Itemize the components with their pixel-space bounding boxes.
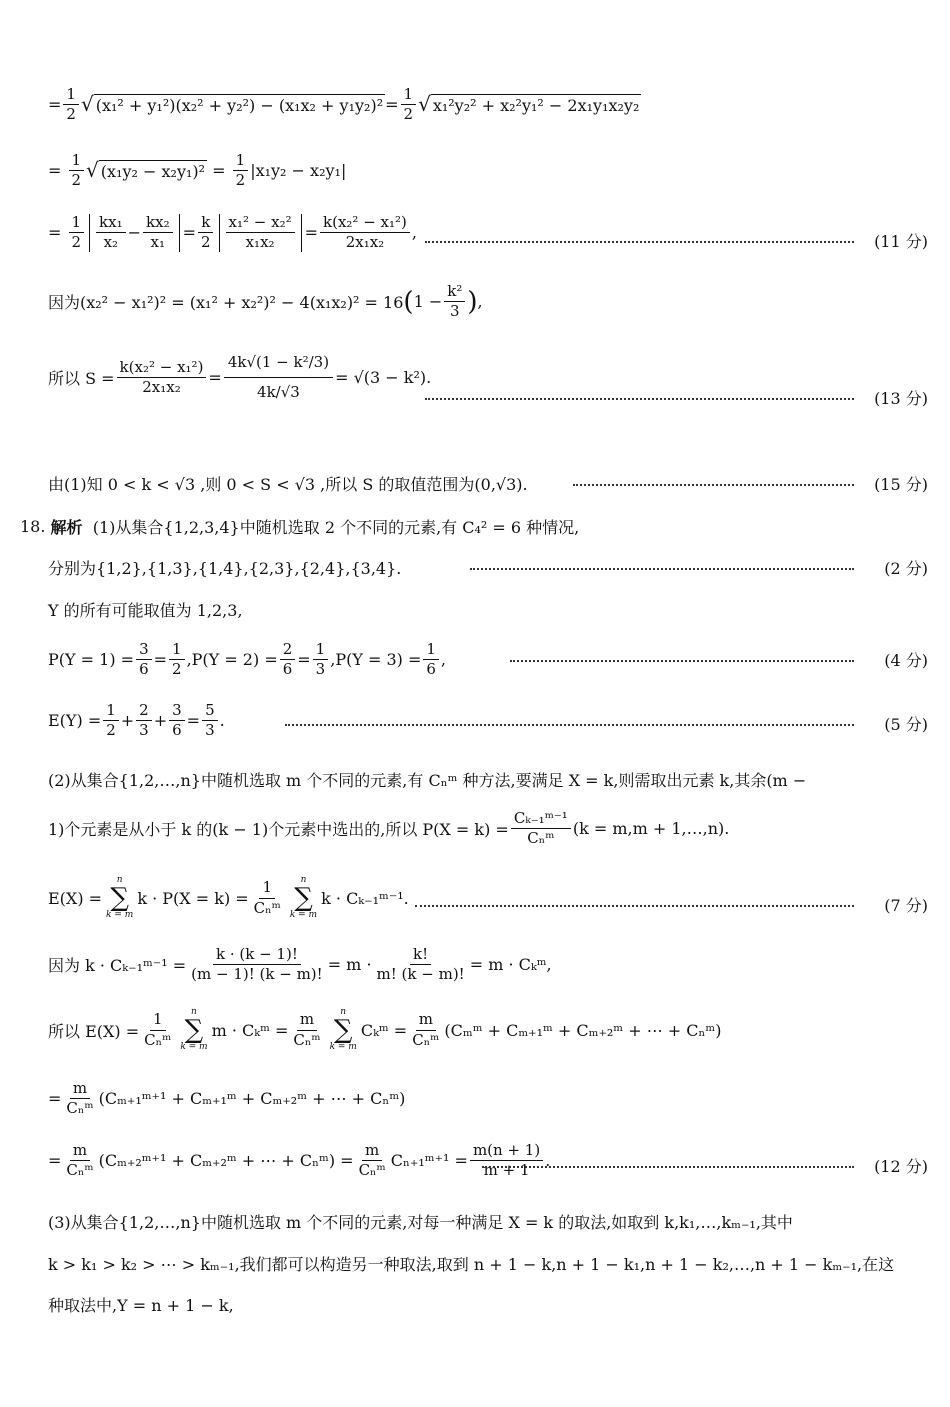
- score-12: (12 分): [874, 1157, 928, 1176]
- sum-symbol: n ∑ k = m: [106, 875, 134, 920]
- eq-text: =: [385, 95, 399, 115]
- fraction: $\frac{1}{2}$: [233, 152, 249, 190]
- analysis-label: 解析: [50, 518, 83, 537]
- dot-leader: [425, 398, 854, 400]
- eq-line-3: = $\frac{1}{2}$ $\frac{\text{kx₁}}{\text{x₂}}$ − $\frac{\text{kx₂}}{\text{x₁}}$ = $\frac{k}{2}$ $\frac{\text{x₁² − x₂²}}{\text{x₁x₂}}$ = $\frac{\text{k(x₂² − x₁²)}}{\text{2x₁x₂}}$ ,: [48, 213, 417, 252]
- score-4: (4 分): [884, 651, 928, 670]
- fraction: $\frac{1}{2}$: [69, 152, 85, 190]
- eq-text: |x₁y₂ − x₂y₁|: [250, 161, 347, 181]
- score-7: (7 分): [884, 896, 928, 915]
- dot-leader: [425, 241, 854, 243]
- q18-line-5: E(Y) = $\frac{1}{2}$ + $\frac{2}{3}$ + $\frac{3}{6}$ = $\frac{5}{3}$ .: [48, 701, 225, 740]
- q18-line-7: 1)个元素是从小于 k 的(k − 1)个元素中选出的,所以 P(X = k) = $\frac{\text{Cₖ₋₁ᵐ⁻¹}}{\text{Cₙᵐ}}$ (k = m,m + 1,…,n).: [48, 809, 730, 848]
- q18-line-2: 分别为{1,2},{1,3},{1,4},{2,3},{2,4},{3,4}.: [48, 559, 402, 578]
- sum-symbol: n ∑ k = m: [289, 875, 318, 920]
- score-5: (5 分): [884, 715, 928, 734]
- q18-line-11: = $\frac{m}{\text{Cₙᵐ}}$ (Cₘ₊₁ᵐ⁺¹ + Cₘ₊₁ᵐ + Cₘ₊₂ᵐ + ⋯ + Cₙᵐ): [48, 1079, 406, 1118]
- dot-leader: [415, 905, 854, 907]
- eq-line-2: = $\frac{1}{2}$ √ (x₁y₂ − x₂y₁)² = $\frac{1}{2}$ |x₁y₂ − x₂y₁|: [48, 151, 347, 190]
- dot-leader: [285, 724, 854, 726]
- dot-leader: [510, 660, 854, 662]
- abs-expr: $\frac{\text{x₁² − x₂²}}{\text{x₁x₂}}$: [219, 214, 302, 252]
- q18-line-8: E(X) = n ∑ k = m k · P(X = k) = $\frac{1}{\text{Cₙᵐ}}$ n ∑ k = m k · Cₖ₋₁ᵐ⁻¹.: [48, 875, 409, 920]
- question-number: 18.: [20, 517, 46, 536]
- q18-line-14: k > k₁ > k₂ > ⋯ > kₘ₋₁,我们都可以构造另一种取法,取到 n + 1 − k,n + 1 − k₁,n + 1 − k₂,…,n + 1 − kₘ₋₁,在这: [48, 1255, 895, 1274]
- fraction: $\frac{1}{2}$: [63, 86, 79, 124]
- fraction: $\frac{1}{2}$: [401, 86, 417, 124]
- score-13: (13 分): [874, 389, 928, 408]
- eq-line-6: 由(1)知 0 < k < √3 ,则 0 < S < √3 ,所以 S 的取值范围为(0,√3).: [48, 475, 528, 494]
- score-11: (11 分): [874, 232, 928, 251]
- q18-line-3: Y 的所有可能取值为 1,2,3,: [48, 601, 243, 620]
- q18-header: 18. 解析 (1)从集合{1,2,3,4}中随机选取 2 个不同的元素,有 C₄² = 6 种情况,: [20, 517, 580, 537]
- eq-line-1: [48, 86, 641, 124]
- eq-text: =: [48, 95, 62, 115]
- dot-leader: [470, 568, 854, 570]
- q18-line-9: 因为 k · Cₖ₋₁ᵐ⁻¹ = $\frac{k \cdot (k - 1)!}{(m - 1)! (k - m)!}$ = m · $\frac{k!}{m! (k - m)!}$ = m · Cₖᵐ,: [48, 945, 552, 984]
- sqrt: √ (x₁² + y₁²)(x₂² + y₂²) − (x₁x₂ + y₁y₂)²: [80, 92, 384, 117]
- q18-line-15: 种取法中,Y = n + 1 − k,: [48, 1296, 234, 1315]
- dot-leader: [573, 484, 854, 486]
- q18-line-6: (2)从集合{1,2,…,n}中随机选取 m 个不同的元素,有 Cₙᵐ 种方法,要满足 X = k,则需取出元素 k,其余(m −: [48, 771, 807, 790]
- q18-line-13: (3)从集合{1,2,…,n}中随机选取 m 个不同的元素,对每一种满足 X = k 的取法,如取到 k,k₁,…,kₘ₋₁,其中: [48, 1213, 793, 1232]
- dot-leader: [482, 1166, 854, 1168]
- q18-line-10: 所以 E(X) = $\frac{1}{\text{Cₙᵐ}}$ n ∑ k = m m · Cₖᵐ = $\frac{m}{\text{Cₙᵐ}}$ n ∑ k = m Cₖᵐ = $\frac{m}{\text{Cₙᵐ}}$ (Cₘᵐ + Cₘ₊₁ᵐ + Cₘ₊₂ᵐ + ⋯ + Cₙᵐ): [48, 1007, 722, 1052]
- q18-line-4: P(Y = 1) = $\frac{3}{6}$ = $\frac{1}{2}$ , P(Y = 2) = $\frac{2}{6}$ = $\frac{1}{3}$ , P(Y = 3) = $\frac{1}{6}$ ,: [48, 640, 447, 679]
- eq-line-4: 因为(x₂² − x₁²)² = (x₁² + x₂²)² − 4(x₁x₂)² = 16 ( 1 − $\frac{\text{k²}}{3}$ ) ,: [48, 282, 483, 321]
- sqrt: √ (x₁y₂ − x₂y₁)²: [86, 158, 206, 183]
- sqrt: √ x₁²y₂² + x₂²y₁² − 2x₁y₁x₂y₂: [418, 92, 640, 117]
- q18-line-12: = $\frac{m}{\text{Cₙᵐ}}$ (Cₘ₊₂ᵐ⁺¹ + Cₘ₊₂ᵐ + ⋯ + Cₙᵐ) = $\frac{m}{\text{Cₙᵐ}}$ Cₙ₊₁ᵐ⁺¹ = $\frac{m(n + 1)}{m + 1}$ .: [48, 1141, 551, 1180]
- score-15: (15 分): [874, 475, 928, 494]
- eq-line-5: 所以 S = $\frac{\text{k(x₂² − x₁²)}}{\text{2x₁x₂}}$ = $\frac{\text{4k√(1 − k²/3)}}{4k/√3}$ = √(3 − k²).: [48, 348, 431, 408]
- abs-expr: $\frac{\text{kx₁}}{\text{x₂}}$ − $\frac{\text{kx₂}}{\text{x₁}}$: [89, 214, 180, 252]
- score-2: (2 分): [884, 559, 928, 578]
